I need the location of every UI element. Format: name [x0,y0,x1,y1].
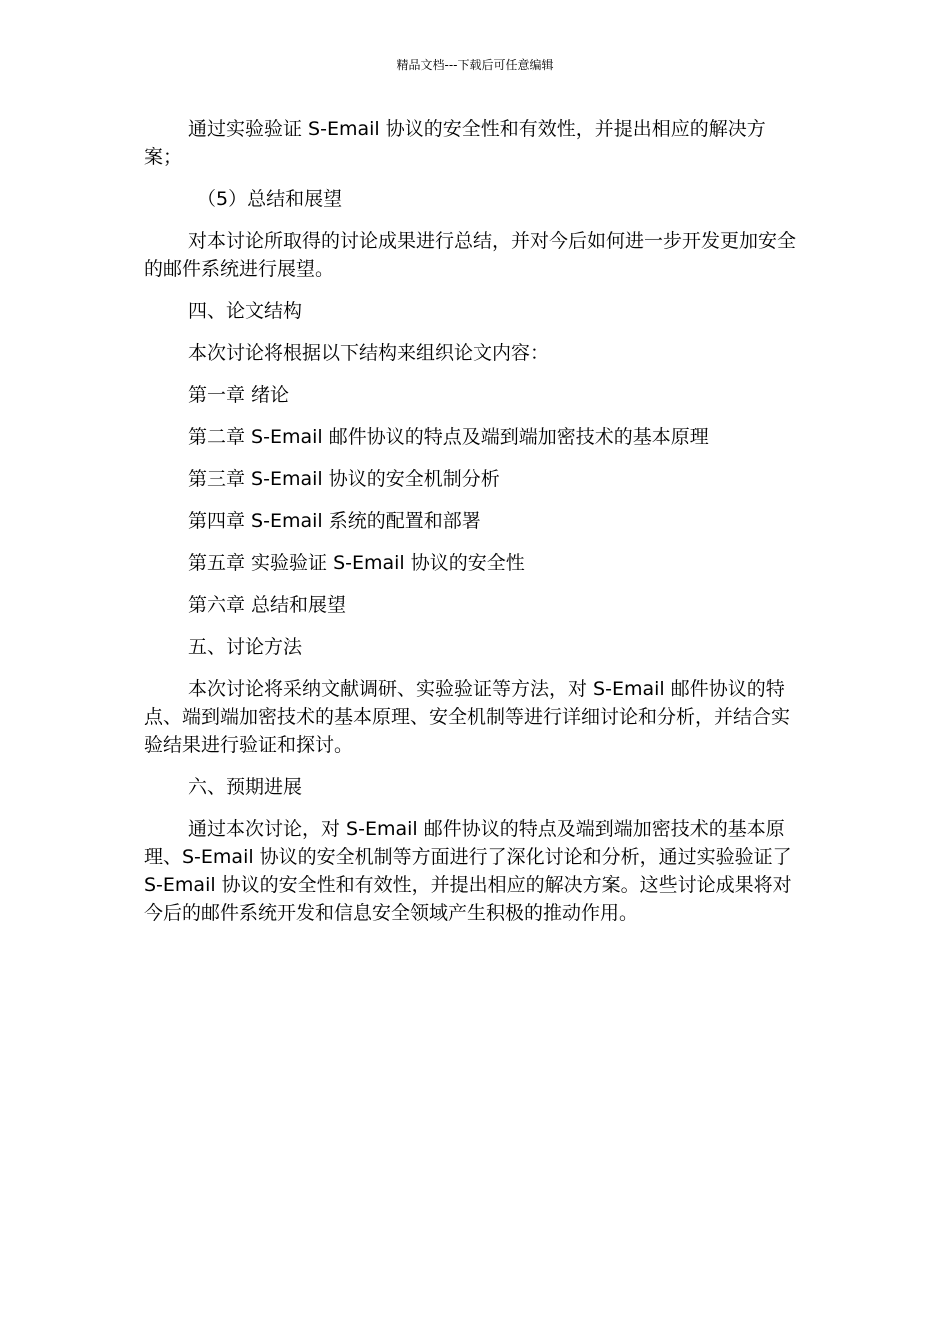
section-method-heading: 五、讨论方法 [188,636,303,658]
document-body [144,115,799,927]
section-structure-heading: 四、论文结构 [188,300,303,322]
chapter-5: 第五章 实验验证 S-Email 协议的安全性 [188,552,525,574]
paragraph-method: 本次讨论将采纳文献调研、实验验证等方法，对 S-Email 邮件协议的特点、端到端加密技术的基本原理、安全机制等进行详细讨论和分析，并结合实验结果进行验证和探讨。 [144,678,791,756]
chapter-3: 第三章 S-Email 协议的安全机制分析 [188,468,500,490]
chapter-6: 第六章 总结和展望 [188,594,347,616]
paragraph-solution-method: 通过实验验证 S-Email 协议的安全性和有效性，并提出相应的解决方案； [144,118,766,168]
chapter-1: 第一章 绪论 [188,384,290,406]
paragraph-structure-intro: 本次讨论将根据以下结构来组织论文内容： [188,342,550,364]
paragraph-progress: 通过本次讨论，对 S-Email 邮件协议的特点及端到端加密技术的基本原理、S-Email 协议的安全机制等方面进行了深化讨论和分析，通过实验验证了 S-Email 协议的安全性和有效性，并提出相应的解决方案。这些讨论成果将对今后的邮件系统开发和信息安全领域产生积极的推动作用。 [144,818,792,924]
chapter-2: 第二章 S-Email 邮件协议的特点及端到端加密技术的基本原理 [188,426,709,448]
section-progress-heading: 六、预期进展 [188,776,303,798]
page-header: 精品文档---下载后可任意编辑 [396,58,554,72]
chapter-4: 第四章 S-Email 系统的配置和部署 [188,510,481,532]
paragraph-summary: 对本讨论所取得的讨论成果进行总结，并对今后如何进一步开发更加安全的邮件系统进行展望。 [144,230,797,280]
section-summary-heading: （5）总结和展望 [197,188,343,210]
